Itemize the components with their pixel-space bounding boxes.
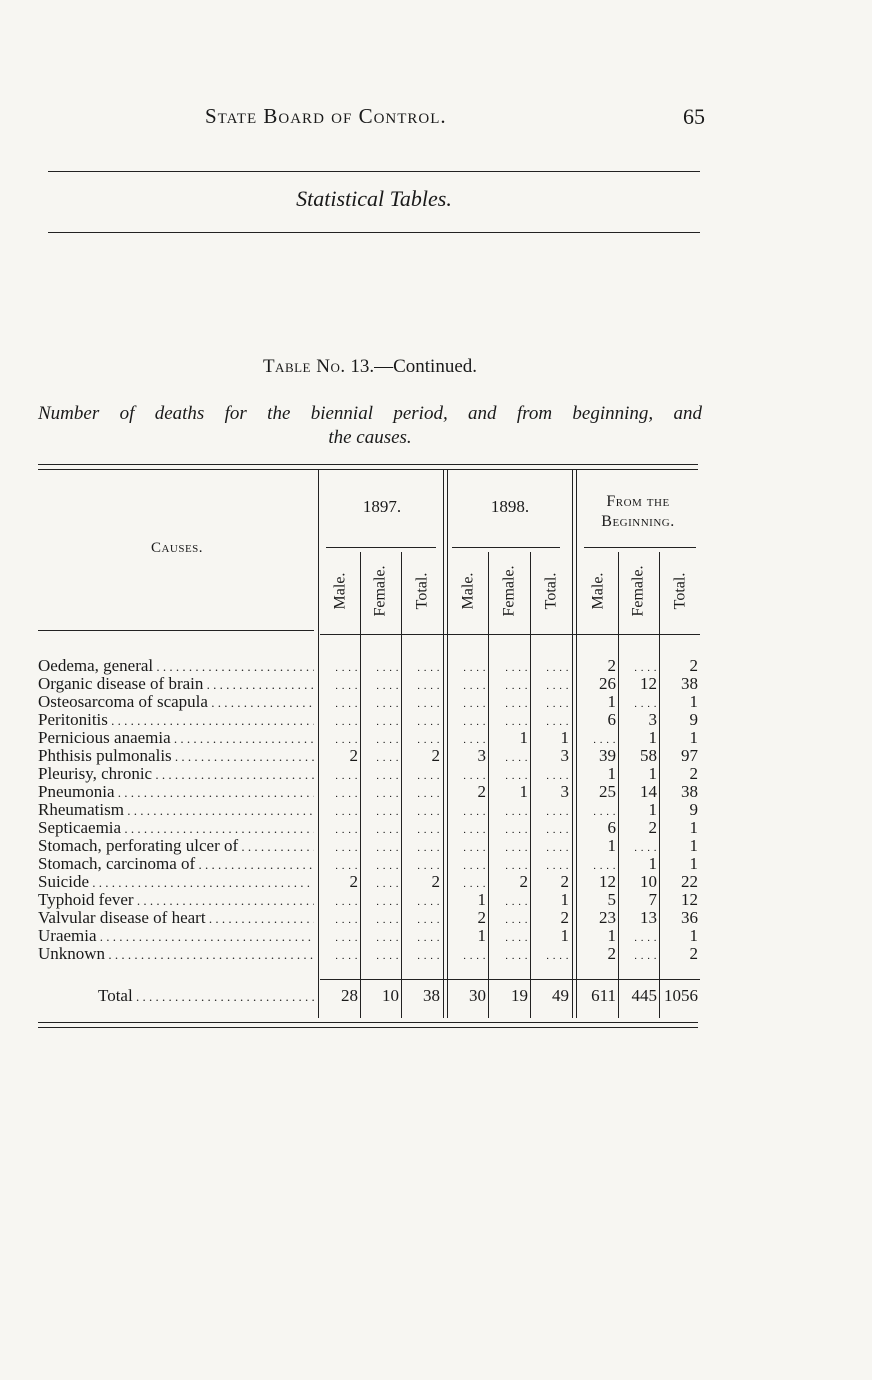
section-subtitle: Statistical Tables. — [296, 186, 452, 211]
subheader-beginning-female: Female. — [630, 565, 647, 617]
table-cell: 1 — [607, 765, 616, 783]
table-cell — [361, 873, 399, 893]
table-cell — [531, 819, 569, 839]
causes-header-rule — [38, 630, 314, 631]
caption-line-2: the causes. — [328, 427, 412, 448]
table-cell — [489, 657, 528, 677]
table-cell: 1 — [648, 729, 657, 747]
table-cell — [361, 783, 399, 803]
table-cell — [361, 819, 399, 839]
table-cell: 9 — [689, 711, 698, 729]
cause-label: Pneumonia . . . — [38, 783, 314, 802]
total-label: Total . . . — [98, 986, 318, 1006]
table-row — [38, 657, 700, 675]
table-cell: 2 — [560, 873, 569, 891]
table-cell — [320, 729, 358, 749]
table-cell: 2 — [648, 819, 657, 837]
table-cell — [320, 765, 358, 785]
table-cell: 2 — [607, 657, 616, 675]
group-header-1897: 1897. — [362, 497, 402, 516]
table-cell: 6 — [607, 711, 616, 729]
table-cell — [402, 837, 440, 857]
table-cell — [619, 657, 657, 677]
cause-label: Oedema, general . . . — [38, 657, 314, 676]
table-cell — [448, 657, 486, 677]
table-cell — [361, 927, 399, 947]
table-cell: 3 — [477, 747, 486, 765]
table-caption — [38, 402, 702, 450]
table-cell: 1 — [560, 729, 569, 747]
table-row — [38, 819, 700, 837]
table-cell: 2 — [560, 909, 569, 927]
table-cell: 7 — [648, 891, 657, 909]
table-cell — [320, 711, 358, 731]
table-cell: 38 — [681, 783, 698, 801]
table-cell — [531, 657, 569, 677]
table-cell — [578, 801, 616, 821]
table-row — [38, 927, 700, 945]
table-cell: 10 — [640, 873, 657, 891]
table-top-rule — [38, 464, 698, 470]
cause-label: Septicaemia . . . — [38, 819, 314, 838]
table-cell — [361, 909, 399, 929]
table-bottom-rule — [38, 1022, 698, 1028]
table-cell — [320, 657, 358, 677]
table-row — [38, 891, 700, 909]
table-cell: 38 — [681, 675, 698, 693]
table-cell: 1 — [689, 693, 698, 711]
table-cell: 2 — [477, 909, 486, 927]
causes-column-header: Causes. — [150, 540, 204, 556]
group-rule-beginning — [584, 547, 696, 548]
table-row — [38, 765, 700, 783]
table-cell: 2 — [519, 873, 528, 891]
table-cell: 2 — [349, 747, 358, 765]
table-cell — [402, 783, 440, 803]
subheader-1898-female: Female. — [500, 565, 518, 617]
table-cell — [361, 657, 399, 677]
table-cell — [619, 927, 657, 947]
table-cell — [578, 855, 616, 875]
table-cell — [361, 945, 399, 965]
table-cell — [320, 837, 358, 857]
table-cell — [320, 927, 358, 947]
total-cell: 28 — [341, 986, 358, 1005]
cause-label: Osteosarcoma of scapula . . . — [38, 693, 314, 712]
subtitle-rule — [48, 232, 700, 233]
table-cell: 22 — [681, 873, 698, 891]
table-cell — [320, 819, 358, 839]
table-cell: 1 — [648, 801, 657, 819]
table-cell — [320, 909, 358, 929]
table-cell: 2 — [689, 945, 698, 963]
table-cell — [402, 729, 440, 749]
table-body — [38, 657, 700, 963]
table-cell: 9 — [689, 801, 698, 819]
header-rule — [48, 171, 700, 172]
subheader-beginning-total: Total. — [671, 572, 688, 610]
table-cell — [531, 693, 569, 713]
table-cell: 2 — [431, 873, 440, 891]
table-cell: 12 — [681, 891, 698, 909]
table-cell — [402, 693, 440, 713]
subheader-1898-male: Male. — [459, 572, 476, 610]
total-cell: 10 — [382, 986, 399, 1005]
table-cell: 1 — [560, 927, 569, 945]
table-cell — [489, 765, 528, 785]
total-cell: 611 — [591, 986, 616, 1005]
cause-label: Rheumatism . . . — [38, 801, 314, 820]
table-row — [38, 729, 700, 747]
cause-label: Stomach, carcinoma of . . . — [38, 855, 314, 874]
table-cell — [531, 801, 569, 821]
table-cell: 2 — [349, 873, 358, 891]
table-cell — [619, 945, 657, 965]
table-cell: 39 — [599, 747, 616, 765]
table-cell — [402, 675, 440, 695]
table-cell: 1 — [560, 891, 569, 909]
table-cell: 58 — [640, 747, 657, 765]
total-cell: 1056 — [664, 986, 698, 1005]
table-cell — [489, 927, 528, 947]
table-cell: 2 — [689, 765, 698, 783]
table-cell — [361, 729, 399, 749]
table-cell — [361, 801, 399, 821]
table-cell — [448, 837, 486, 857]
table-cell: 1 — [607, 927, 616, 945]
cause-label: Pleurisy, chronic . . . — [38, 765, 314, 784]
table-cell — [448, 693, 486, 713]
cause-label: Peritonitis . . . — [38, 711, 314, 730]
cause-label: Suicide . . . — [38, 873, 314, 892]
table-cell — [448, 765, 486, 785]
table-cell — [489, 747, 528, 767]
table-cell — [531, 765, 569, 785]
table-cell — [531, 945, 569, 965]
table-cell: 1 — [607, 693, 616, 711]
table-row — [38, 711, 700, 729]
table-cell — [448, 729, 486, 749]
table-cell: 1 — [648, 855, 657, 873]
total-cell: 30 — [469, 986, 486, 1005]
table-cell — [448, 819, 486, 839]
cause-label: Phthisis pulmonalis . . . — [38, 747, 314, 766]
table-cell — [320, 675, 358, 695]
table-cell: 3 — [560, 783, 569, 801]
group-header-from-beginning: From the Beginning. — [601, 493, 675, 530]
table-row — [38, 783, 700, 801]
total-cell: 38 — [423, 986, 440, 1005]
table-cell — [361, 765, 399, 785]
table-cell — [402, 945, 440, 965]
cause-label: Typhoid fever . . . — [38, 891, 314, 910]
table-cell: 5 — [607, 891, 616, 909]
table-cell: 3 — [648, 711, 657, 729]
table-cell — [489, 675, 528, 695]
table-cell — [531, 855, 569, 875]
table-cell — [402, 801, 440, 821]
table-cell — [402, 765, 440, 785]
table-cell: 23 — [599, 909, 616, 927]
table-cell — [448, 711, 486, 731]
table-cell: 1 — [689, 855, 698, 873]
table-cell — [361, 711, 399, 731]
running-title: State Board of Control. — [205, 104, 447, 128]
table-cell — [448, 855, 486, 875]
table-cell — [448, 873, 486, 893]
table-cell — [361, 693, 399, 713]
table-cell — [531, 711, 569, 731]
subheader-rule — [320, 634, 700, 635]
table-cell — [402, 909, 440, 929]
table-cell: 14 — [640, 783, 657, 801]
group-rule-1898 — [452, 547, 560, 548]
table-cell: 3 — [560, 747, 569, 765]
cause-label: Pernicious anaemia . . . — [38, 729, 314, 748]
table-row — [38, 945, 700, 963]
table-cell — [320, 855, 358, 875]
table-row — [38, 873, 700, 891]
cause-label: Organic disease of brain . . . — [38, 675, 314, 694]
table-cell — [320, 945, 358, 965]
caption-line-1: Number of deaths for the biennial period, and from beginning, and — [38, 403, 702, 424]
table-cell — [402, 711, 440, 731]
table-row — [38, 693, 700, 711]
table-row — [38, 855, 700, 873]
cause-label: Unknown . . . — [38, 945, 314, 964]
table-cell: 26 — [599, 675, 616, 693]
table-cell — [402, 819, 440, 839]
table-cell — [361, 747, 399, 767]
total-cell: 445 — [631, 986, 657, 1005]
subheader-beginning-male: Male. — [589, 572, 606, 610]
table-cell — [489, 945, 528, 965]
table-cell: 1 — [689, 729, 698, 747]
table-cell — [448, 945, 486, 965]
table-cell — [320, 801, 358, 821]
table-row — [38, 909, 700, 927]
table-cell: 13 — [640, 909, 657, 927]
table-cell — [402, 927, 440, 947]
table-cell — [320, 783, 358, 803]
subheader-1897-total: Total. — [413, 572, 430, 610]
total-row — [38, 986, 700, 1008]
cause-label: Uraemia . . . — [38, 927, 314, 946]
table-cell — [619, 837, 657, 857]
table-row — [38, 801, 700, 819]
table-cell — [402, 855, 440, 875]
table-cell: 2 — [477, 783, 486, 801]
table-cell: 97 — [681, 747, 698, 765]
table-cell — [619, 693, 657, 713]
table-title-rest: 13.—Continued. — [350, 356, 478, 377]
table-cell — [361, 837, 399, 857]
table-cell — [361, 675, 399, 695]
table-cell — [448, 801, 486, 821]
total-cell: 49 — [552, 986, 569, 1005]
cause-label: Stomach, perforating ulcer of . . . — [38, 837, 314, 856]
table-title — [40, 356, 700, 378]
group-header-1898: 1898. — [490, 497, 530, 516]
subheader-1897-female: Female. — [372, 565, 389, 617]
table-cell: 1 — [477, 927, 486, 945]
table-cell — [361, 855, 399, 875]
table-cell — [489, 909, 528, 929]
table-cell: 2 — [607, 945, 616, 963]
table-cell: 12 — [599, 873, 616, 891]
table-cell — [489, 819, 528, 839]
table-cell: 1 — [648, 765, 657, 783]
table-cell: 1 — [689, 837, 698, 855]
table-cell: 1 — [477, 891, 486, 909]
table-cell — [402, 891, 440, 911]
table-cell: 1 — [689, 819, 698, 837]
subheader-1898-total: Total. — [542, 572, 559, 610]
table-cell — [578, 729, 616, 749]
table-row — [38, 837, 700, 855]
group-rule-1897 — [326, 547, 436, 548]
table-cell — [361, 891, 399, 911]
page-number: 65 — [683, 104, 705, 129]
table-cell — [531, 837, 569, 857]
table-cell: 1 — [519, 729, 528, 747]
total-cell: 19 — [511, 986, 528, 1005]
table-cell — [489, 711, 528, 731]
table-cell — [402, 657, 440, 677]
table-cell — [320, 693, 358, 713]
table-cell — [489, 855, 528, 875]
table-cell — [448, 675, 486, 695]
running-header — [205, 104, 705, 134]
table-row — [38, 747, 700, 765]
table-cell: 25 — [599, 783, 616, 801]
cause-label: Valvular disease of heart . . . — [38, 909, 314, 928]
table-cell: 12 — [640, 675, 657, 693]
table-cell — [489, 693, 528, 713]
subheader-1897-male: Male. — [331, 572, 348, 610]
table-cell: 36 — [681, 909, 698, 927]
total-rule — [320, 979, 700, 980]
table-cell: 2 — [689, 657, 698, 675]
table-cell: 1 — [689, 927, 698, 945]
table-cell — [489, 837, 528, 857]
table-cell: 6 — [607, 819, 616, 837]
table-row — [38, 675, 700, 693]
table-cell — [489, 891, 528, 911]
table-cell: 2 — [431, 747, 440, 765]
table-cell — [489, 801, 528, 821]
table-cell: 1 — [519, 783, 528, 801]
table-cell — [320, 891, 358, 911]
table-cell: 1 — [607, 837, 616, 855]
table-cell — [531, 675, 569, 695]
table-title-prefix: Table No. — [262, 356, 346, 377]
